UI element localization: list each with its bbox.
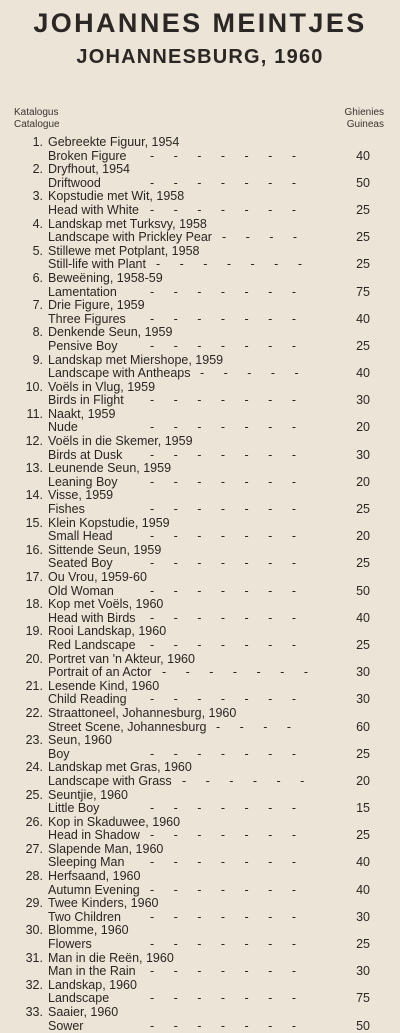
entry-price: 30 xyxy=(356,447,370,462)
leader-dashes: - - - - - - - xyxy=(150,855,296,870)
entry-title-afrikaans: Dryfhout, 1954 xyxy=(48,162,130,177)
leader-dashes: - - - - - - - xyxy=(150,202,296,217)
leader-dashes: - - - - - - - xyxy=(150,882,296,897)
entry-title-english: Still-life with Plant xyxy=(48,257,146,272)
entry-title-english: Autumn Evening xyxy=(48,882,140,897)
catalogue-entry xyxy=(0,407,400,434)
catalogue-entry xyxy=(0,244,400,271)
catalogue-label-af: Katalogus xyxy=(14,107,59,118)
catalogue-entry xyxy=(0,624,400,651)
entry-number: 10. xyxy=(25,379,43,394)
catalogue-entry xyxy=(0,271,400,298)
entry-price: 50 xyxy=(356,1018,370,1033)
entry-price: 30 xyxy=(356,665,370,680)
leader-dashes: - - - - - - - xyxy=(150,583,296,598)
entry-number: 5. xyxy=(32,243,43,258)
entry-title-english: Flowers xyxy=(48,937,92,952)
entry-title-afrikaans: Drie Figure, 1959 xyxy=(48,298,145,313)
entry-title-english: Head with Birds xyxy=(48,610,136,625)
leader-dashes: - - - - - - - xyxy=(150,148,296,163)
entry-number: 6. xyxy=(32,270,43,285)
entry-title-english: Man in the Rain xyxy=(48,964,136,979)
leader-dashes: - - - - - - - xyxy=(150,420,296,435)
entry-number: 9. xyxy=(32,352,43,367)
entry-title-english: Child Reading xyxy=(48,692,127,707)
entry-number: 14. xyxy=(25,488,43,503)
entry-price: 25 xyxy=(356,230,370,245)
entry-title-afrikaans: Straattoneel, Johannesburg, 1960 xyxy=(48,705,237,720)
catalogue-entry xyxy=(0,135,400,162)
page-title: JOHANNES MEINTJES xyxy=(33,8,367,38)
catalogue-entry xyxy=(0,325,400,352)
entry-title-english: Birds at Dusk xyxy=(48,447,123,462)
entry-number: 33. xyxy=(25,1005,43,1019)
leader-dashes: - - - - - - xyxy=(182,773,305,788)
leader-dashes: - - - - - - - xyxy=(150,637,296,652)
catalogue-entry xyxy=(0,896,400,923)
entry-title-afrikaans: Stillewe met Potplant, 1958 xyxy=(48,243,200,258)
entry-title-afrikaans: Voëls in die Skemer, 1959 xyxy=(48,434,193,449)
entry-title-afrikaans: Beweëning, 1958-59 xyxy=(48,270,163,285)
entry-price: 20 xyxy=(356,474,370,489)
entry-number: 30. xyxy=(25,923,43,938)
catalogue-entry xyxy=(0,434,400,461)
catalogue-list xyxy=(0,135,400,1032)
catalogue-entry xyxy=(0,842,400,869)
price-label-en: Guineas xyxy=(346,119,384,130)
entry-title-english: Birds in Flight xyxy=(48,393,124,408)
entry-title-english: Red Landscape xyxy=(48,637,136,652)
entry-price: 60 xyxy=(356,719,370,734)
entry-title-afrikaans: Seun, 1960 xyxy=(48,733,112,748)
entry-title-english: Landscape with Grass xyxy=(48,773,172,788)
entry-title-english: Seated Boy xyxy=(48,556,113,571)
catalogue-entry xyxy=(0,760,400,787)
entry-number: 32. xyxy=(25,977,43,992)
leader-dashes: - - - - - - - xyxy=(150,909,296,924)
entry-title-english: Landscape xyxy=(48,991,110,1006)
catalogue-entry xyxy=(0,597,400,624)
entry-title-english: Portrait of an Actor xyxy=(48,665,152,680)
entry-price: 25 xyxy=(356,746,370,761)
entry-number: 20. xyxy=(25,651,43,666)
leader-dashes: - - - - - - - xyxy=(150,1018,296,1033)
entry-title-english: Landscape with Prickley Pear xyxy=(48,230,212,245)
catalogue-entry xyxy=(0,1005,400,1032)
entry-price: 50 xyxy=(356,583,370,598)
entry-title-afrikaans: Gebreekte Figuur, 1954 xyxy=(48,135,180,149)
catalogue-entry xyxy=(0,788,400,815)
entry-title-afrikaans: Portret van 'n Akteur, 1960 xyxy=(48,651,195,666)
leader-dashes: - - - - - - - xyxy=(150,801,296,816)
entry-title-afrikaans: Landskap met Gras, 1960 xyxy=(48,760,192,775)
entry-title-english: Little Boy xyxy=(48,801,100,816)
entry-title-afrikaans: Klein Kopstudie, 1959 xyxy=(48,515,170,530)
entry-number: 1. xyxy=(32,135,43,149)
entry-number: 11. xyxy=(26,406,43,421)
leader-dashes: - - - - xyxy=(222,230,298,245)
entry-price: 25 xyxy=(356,556,370,571)
catalogue-entry xyxy=(0,189,400,216)
entry-number: 16. xyxy=(25,542,43,557)
entry-title-afrikaans: Twee Kinders, 1960 xyxy=(48,896,159,911)
entry-price: 40 xyxy=(356,855,370,870)
entry-title-afrikaans: Rooi Landskap, 1960 xyxy=(48,624,167,639)
entry-price: 40 xyxy=(356,882,370,897)
catalogue-entry xyxy=(0,488,400,515)
entry-price: 25 xyxy=(356,338,370,353)
leader-dashes: - - - - - - - xyxy=(150,937,296,952)
entry-number: 18. xyxy=(25,597,43,612)
entry-title-afrikaans: Landskap met Turksvy, 1958 xyxy=(48,216,207,231)
entry-title-english: Broken Figure xyxy=(48,148,127,163)
entry-price: 15 xyxy=(356,801,370,816)
entry-number: 22. xyxy=(25,705,43,720)
catalogue-entry xyxy=(0,951,400,978)
catalogue-entry xyxy=(0,978,400,1005)
entry-title-english: Three Figures xyxy=(48,311,126,326)
entry-price: 75 xyxy=(356,284,370,299)
entry-number: 19. xyxy=(25,624,43,639)
entry-price: 30 xyxy=(356,393,370,408)
entry-price: 30 xyxy=(356,964,370,979)
entry-price: 40 xyxy=(356,148,370,163)
entry-number: 28. xyxy=(25,869,43,884)
entry-price: 25 xyxy=(356,828,370,843)
entry-title-afrikaans: Seuntjie, 1960 xyxy=(48,787,128,802)
entry-title-afrikaans: Slapende Man, 1960 xyxy=(48,841,164,856)
entry-number: 2. xyxy=(32,162,43,177)
catalogue-entry xyxy=(0,923,400,950)
entry-title-afrikaans: Sittende Seun, 1959 xyxy=(48,542,162,557)
entry-title-afrikaans: Saaier, 1960 xyxy=(48,1005,119,1019)
leader-dashes: - - - - - - - xyxy=(150,311,296,326)
entry-title-afrikaans: Landskap met Miershope, 1959 xyxy=(48,352,224,367)
entry-title-afrikaans: Naakt, 1959 xyxy=(48,406,116,421)
leader-dashes: - - - - - - - xyxy=(150,529,296,544)
entry-title-english: Fishes xyxy=(48,502,85,517)
entry-title-afrikaans: Kop met Voëls, 1960 xyxy=(48,597,164,612)
entry-title-afrikaans: Man in die Reën, 1960 xyxy=(48,950,174,965)
price-label-af: Ghienies xyxy=(344,107,384,118)
entry-title-english: Driftwood xyxy=(48,175,101,190)
entry-title-afrikaans: Visse, 1959 xyxy=(48,488,114,503)
catalogue-entry xyxy=(0,733,400,760)
leader-dashes: - - - - xyxy=(216,719,292,734)
leader-dashes: - - - - - - - xyxy=(150,828,296,843)
entry-title-english: Old Woman xyxy=(48,583,114,598)
entry-title-english: Leaning Boy xyxy=(48,474,118,489)
entry-title-afrikaans: Voëls in Vlug, 1959 xyxy=(48,379,156,394)
price-column-header xyxy=(345,107,384,131)
leader-dashes: - - - - - - - xyxy=(150,964,296,979)
entry-title-english: Head in Shadow xyxy=(48,828,140,843)
leader-dashes: - - - - - - - xyxy=(150,284,296,299)
entry-number: 7. xyxy=(32,298,43,313)
entry-title-afrikaans: Lesende Kind, 1960 xyxy=(48,678,160,693)
entry-number: 26. xyxy=(25,814,43,829)
entry-number: 17. xyxy=(25,570,43,584)
catalogue-entry xyxy=(0,380,400,407)
entry-number: 3. xyxy=(32,189,43,204)
entry-price: 25 xyxy=(356,637,370,652)
entry-number: 25. xyxy=(25,787,43,802)
leader-dashes: - - - - - - - xyxy=(150,610,296,625)
entry-price: 20 xyxy=(356,773,370,788)
leader-dashes: - - - - - - - xyxy=(150,746,296,761)
entry-title-afrikaans: Blomme, 1960 xyxy=(48,923,129,938)
leader-dashes: - - - - - - - xyxy=(150,556,296,571)
entry-price: 25 xyxy=(356,937,370,952)
catalogue-entry xyxy=(0,461,400,488)
leader-dashes: - - - - - - - xyxy=(162,665,308,680)
entry-title-english: Two Children xyxy=(48,909,121,924)
catalogue-label-en: Catalogue xyxy=(14,119,60,130)
leader-dashes: - - - - - - - xyxy=(150,991,296,1006)
entry-title-english: Landscape with Antheaps xyxy=(48,366,191,381)
catalogue-entry xyxy=(0,353,400,380)
entry-number: 31. xyxy=(25,950,43,965)
catalogue-entry xyxy=(0,516,400,543)
entry-title-english: Pensive Boy xyxy=(48,338,118,353)
entry-price: 50 xyxy=(356,175,370,190)
entry-title-afrikaans: Kopstudie met Wit, 1958 xyxy=(48,189,185,204)
catalogue-column-header xyxy=(14,107,60,131)
entry-title-afrikaans: Leunende Seun, 1959 xyxy=(48,461,172,476)
entry-price: 30 xyxy=(356,692,370,707)
entry-title-english: Lamentation xyxy=(48,284,117,299)
leader-dashes: - - - - - - - xyxy=(150,474,296,489)
entry-title-afrikaans: Kop in Skaduwee, 1960 xyxy=(48,814,181,829)
catalogue-entry xyxy=(0,298,400,325)
catalogue-entry xyxy=(0,869,400,896)
entry-title-english: Nude xyxy=(48,420,78,435)
catalogue-entry xyxy=(0,706,400,733)
entry-title-english: Small Head xyxy=(48,529,113,544)
entry-price: 25 xyxy=(356,502,370,517)
entry-price: 40 xyxy=(356,366,370,381)
entry-price: 30 xyxy=(356,909,370,924)
entry-number: 29. xyxy=(25,896,43,911)
entry-title-english: Head with White xyxy=(48,202,140,217)
entry-title-english: Sleeping Man xyxy=(48,855,125,870)
catalogue-entry xyxy=(0,815,400,842)
entry-price: 20 xyxy=(356,529,370,544)
entry-number: 23. xyxy=(25,733,43,748)
page-subtitle: JOHANNESBURG, 1960 xyxy=(76,46,324,68)
entry-title-afrikaans: Ou Vrou, 1959-60 xyxy=(48,570,147,584)
entry-price: 20 xyxy=(356,420,370,435)
entry-title-afrikaans: Landskap, 1960 xyxy=(48,977,137,992)
leader-dashes: - - - - - - - xyxy=(150,502,296,517)
leader-dashes: - - - - - - - xyxy=(156,257,302,272)
entry-number: 24. xyxy=(25,760,43,775)
entry-title-english: Sower xyxy=(48,1018,84,1033)
entry-title-afrikaans: Denkende Seun, 1959 xyxy=(48,325,173,340)
entry-price: 75 xyxy=(356,991,370,1006)
entry-number: 15. xyxy=(25,515,43,530)
leader-dashes: - - - - - xyxy=(200,366,299,381)
entry-title-english: Street Scene, Johannesburg xyxy=(48,719,207,734)
leader-dashes: - - - - - - - xyxy=(150,175,296,190)
leader-dashes: - - - - - - - xyxy=(150,338,296,353)
entry-title-english: Boy xyxy=(48,746,70,761)
entry-number: 4. xyxy=(32,216,43,231)
entry-number: 13. xyxy=(25,461,43,476)
catalogue-entry xyxy=(0,162,400,189)
entry-title-afrikaans: Herfsaand, 1960 xyxy=(48,869,141,884)
entry-number: 12. xyxy=(25,434,43,449)
entry-price: 25 xyxy=(356,202,370,217)
entry-number: 21. xyxy=(25,678,43,693)
catalogue-entry xyxy=(0,679,400,706)
entry-number: 27. xyxy=(25,841,43,856)
leader-dashes: - - - - - - - xyxy=(150,692,296,707)
leader-dashes: - - - - - - - xyxy=(150,447,296,462)
catalogue-entry xyxy=(0,570,400,597)
catalogue-entry xyxy=(0,217,400,244)
entry-price: 25 xyxy=(356,257,370,272)
leader-dashes: - - - - - - - xyxy=(150,393,296,408)
catalogue-entry xyxy=(0,652,400,679)
catalogue-entry xyxy=(0,543,400,570)
entry-price: 40 xyxy=(356,311,370,326)
entry-price: 40 xyxy=(356,610,370,625)
entry-number: 8. xyxy=(32,325,43,340)
